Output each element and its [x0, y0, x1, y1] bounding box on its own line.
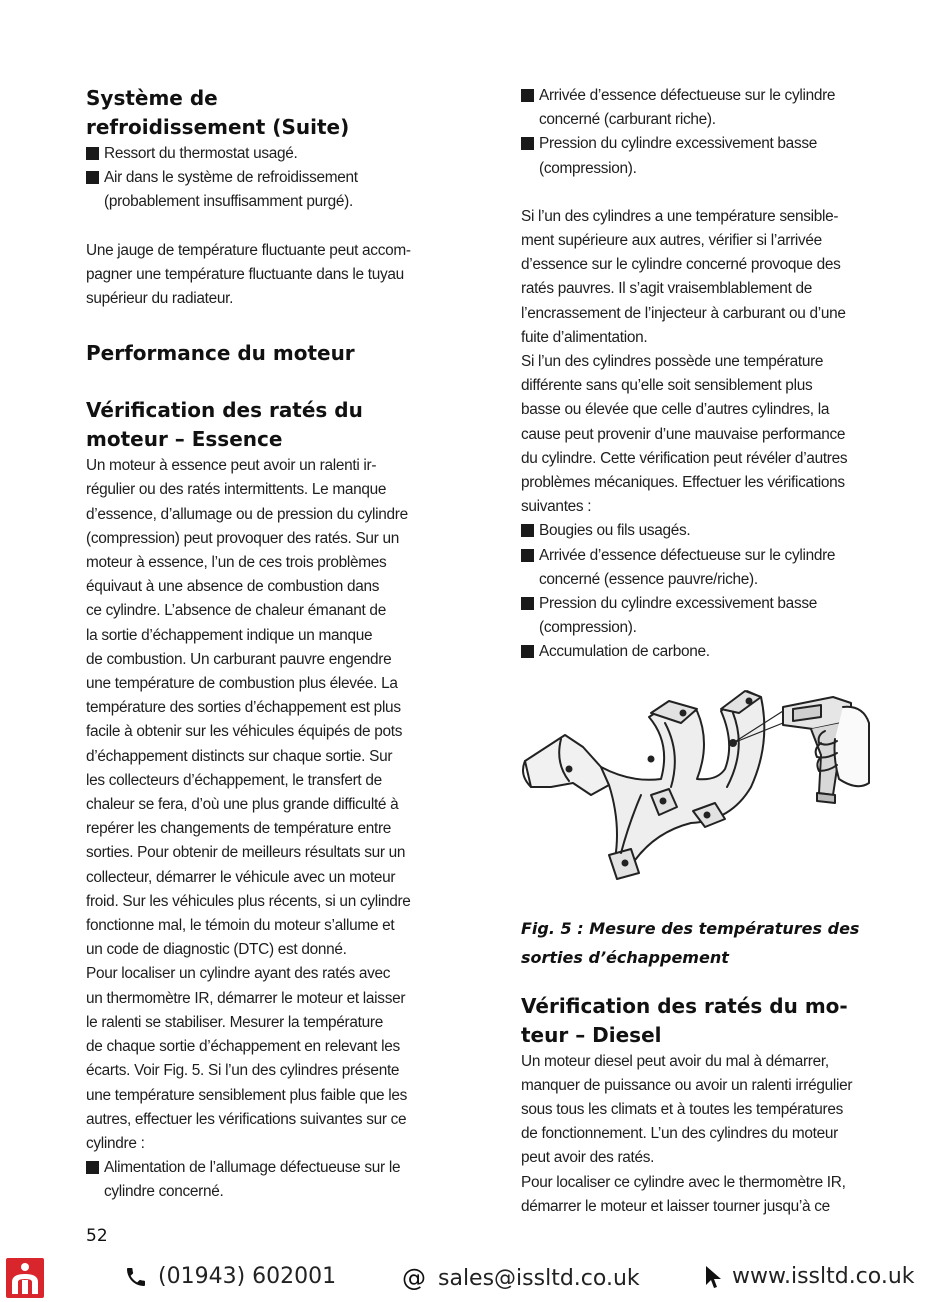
paragraph-ir-locate: Pour localiser un cylindre ayant des ratés avec un thermomètre IR, démarrer le moteur et laisser le ralenti se stabiliser. Mesurer la température de chaque sortie d’échappement en relevant les écarts. Voir Fig. 5. Si l’un des cylindres présente une température sensiblement plus faible que les autres, effectuer les vérifications suivantes sur ce cylindre : — [86, 965, 407, 1152]
section-heading-misfire-petrol: Vérification des ratés du moteur – Essence — [86, 398, 363, 452]
footer-email[interactable] — [402, 1264, 640, 1292]
email-address: sales@issltd.co.uk — [438, 1265, 640, 1291]
footer-bar — [0, 1256, 950, 1302]
paragraph-diesel-locate: Pour localiser ce cylindre avec le thermomètre IR, démarrer le moteur et laisser tourner jusqu’à ce — [521, 1173, 846, 1215]
checks-bullet-list-left — [86, 1156, 431, 1204]
list-item: Accumulation de carbone. — [521, 640, 871, 664]
list-item: Air dans le système de refroidissement (probablement insuffisamment purgé). — [86, 166, 431, 214]
footer-phone[interactable] — [124, 1264, 336, 1289]
paragraph-higher-temp: Si l’un des cylindres a une température sensible- ment supérieure aux autres, vérifier si l’arrivée d’essence sur le cylindre concerné provoque des ratés pauvres. Il s’agit vraisemblablement de l’encrassement de l’injecteur à carburant ou d’une fuite d’alimentation. — [521, 207, 846, 346]
cursor-icon — [704, 1265, 722, 1289]
paragraph-different-temp: Si l’un des cylindres possède une température différente sans qu’elle soit sensiblement plus basse ou élevée que celle d’autres cylindres, la cause peut provenir d’une mauvaise performance du cylindre. Cette vérification peut révéler d’autres problèmes mécaniques. Effectuer les vérifications suivantes : — [521, 353, 848, 516]
paragraph-diesel-misfire: Un moteur diesel peut avoir du mal à démarrer, manquer de puissance ou avoir un ralenti irrégulier sous tous les climats et à toutes les températures de fonctionnement. L’un des cylindres du moteur peut avoir des ratés. — [521, 1052, 853, 1167]
company-logo-icon — [6, 1258, 44, 1298]
website-url: www.issltd.co.uk — [732, 1264, 915, 1289]
left-column — [86, 84, 431, 1205]
page-number: 52 — [86, 1226, 108, 1246]
checks-bullet-list-right — [521, 84, 871, 181]
phone-icon — [124, 1265, 148, 1289]
list-item: Bougies ou fils usagés. — [521, 519, 871, 543]
list-item: Pression du cylindre excessivement basse (compression). — [521, 132, 871, 180]
paragraph-gauge: Une jauge de température fluctuante peut accom- pagner une température fluctuante dans le tuyau supérieur du radiateur. — [86, 241, 411, 308]
section-heading-performance: Performance du moteur — [86, 341, 355, 366]
list-item: Pression du cylindre excessivement basse (compression). — [521, 592, 871, 640]
exhaust-manifold-illustration — [521, 683, 871, 898]
right-column — [521, 84, 871, 1219]
phone-number: (01943) 602001 — [158, 1264, 337, 1289]
at-icon: @ — [402, 1264, 426, 1292]
section-heading-misfire-diesel: Vérification des ratés du mo- teur – Diesel — [521, 993, 848, 1047]
list-item: Ressort du thermostat usagé. — [86, 142, 431, 166]
list-item: Arrivée d’essence défectueuse sur le cylindre concerné (carburant riche). — [521, 84, 871, 132]
cooling-bullet-list — [86, 142, 431, 215]
mechanical-checks-list — [521, 519, 871, 664]
list-item: Alimentation de l’allumage défectueuse sur le cylindre concerné. — [86, 1156, 431, 1204]
paragraph-petrol-misfire: Un moteur à essence peut avoir un ralenti ir- régulier ou des ratés intermittents. Le manque d’essence, d’allumage ou de pression du cylindre (compression) peut provoquer des ratés. Sur un moteur à essence, l’un de ces trois problèmes équivaut à une absence de combustion dans ce cylindre. L’absence de chaleur émanant de la sortie d’échappement indique un manque de combustion. Un carburant pauvre engendre une température de combustion plus élevée. La température des sorties d’échappement est plus facile à obtenir sur les véhicules équipés de pots d’échappement distincts sur chaque sortie. Sur les collecteurs d’échappement, le transfert de chaleur se fera, d’où une plus grande difficulté à repérer les changements de température entre sorties. Pour obtenir de meilleurs résultats sur un collecteur, démarrer le véhicule avec un moteur froid. Sur les véhicules plus récents, si un cylindre fonctionne mal, le témoin du moteur s’allume et un code de diagnostic (DTC) est donné. — [86, 457, 411, 959]
footer-website[interactable] — [704, 1264, 915, 1289]
list-item: Arrivée d’essence défectueuse sur le cylindre concerné (essence pauvre/riche). — [521, 544, 871, 592]
section-heading-cooling: Système de refroidissement (Suite) — [86, 86, 350, 139]
figure-caption: Fig. 5 : Mesure des températures des sorties d’échappement — [521, 918, 860, 967]
